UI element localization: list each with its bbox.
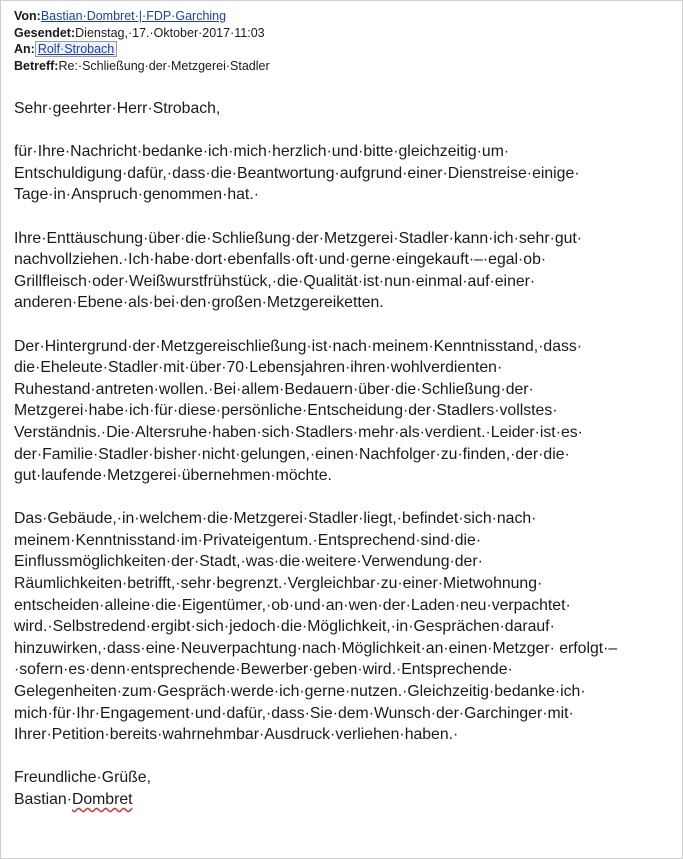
subject-label: Betreff: xyxy=(14,58,59,73)
letter-body xyxy=(14,98,654,811)
closing: Freundliche·Grüße, xyxy=(14,769,151,787)
email-header xyxy=(14,8,664,74)
header-subject-row xyxy=(14,58,664,75)
header-to-row xyxy=(14,41,664,58)
paragraph-building: Das·Gebäude,·in·welchem·die·Metzgerei·Stadler·liegt,·befindet·sich·nach· meinem·Kenntnisstand·im·Privateigentum.·Entsprechend·sind·die· Einflussmöglichkeiten·der·Stadt,·was·die·weitere·Verwendung·der· Räumlichkeiten·betrifft,·sehr·begrenzt.·Vergleichbar·zu·einer·Mietwohnung· entscheiden·alleine·die·Eigentümer,·ob·und·an·wen·der·Laden·neu·verpachtet· wird.·Selbstredend·ergibt·sich·jedoch·die·Möglichkeit,·in·Gesprächen·darauf· hinzuwirken,·dass·eine·Neuverpachtung·nach·Möglichkeit·an·einen·Metzger· erfolgt·–·sofern·es·denn·entsprechende·Bewerber·geben·wird.·Entsprechende· Gelegenheiten·zum·Gespräch·werde·ich·gerne·nutzen.·Gleichzeitig·bedanke·ich· mich·für·Ihr·Engagement·und·dafür,·dass·Sie·dem·Wunsch·der·Garchinger·mit· Ihrer·Petition·bereits·wahrnehmbar·Ausdruck·verliehen·haben.· xyxy=(14,510,618,744)
sent-date: Dienstag,·17.·Oktober·2017·11:03 xyxy=(75,25,265,40)
header-from-row xyxy=(14,8,664,25)
to-recipient-link[interactable]: Rolf·Strobach xyxy=(35,41,117,57)
paragraph-background: Der·Hintergrund·der·Metzgereischließung·ist·nach·meinem·Kenntnisstand,·dass· die·Eheleute·Stadler·mit·über·70·Lebensjahren·ihren·wohlverdienten· Ruhestand·antreten·wollen.·Bei·allem·Bedauern·über·die·Schließung·der· Metzgerei·habe·ich·für·diese·persönliche·Entscheidung·der·Stadlers·vollstes· Verständnis.·Die·Altersruhe·haben·sich·Stadlers·mehr·als·verdient.·Leider·ist·es· der·Familie·Stadler·bisher·nicht·gelungen,·einen·Nachfolger·zu·finden,·der·die· gut·laufende·Metzgerei·übernehmen·möchte. xyxy=(14,337,583,485)
subject-text: Re:·Schließung·der·Metzgerei·Stadler xyxy=(58,58,270,73)
from-sender-link[interactable]: Bastian·Dombret·|·FDP·Garching xyxy=(40,9,227,23)
signature-first-name: Bastian· xyxy=(14,791,72,808)
sent-label: Gesendet: xyxy=(14,25,76,40)
signature-last-name: Dombret xyxy=(71,791,133,808)
signature xyxy=(14,789,654,811)
header-sent-row xyxy=(14,25,664,42)
greeting: Sehr·geehrter·Herr·Strobach, xyxy=(14,100,221,117)
paragraph-apology: für·Ihre·Nachricht·bedanke·ich·mich·herzlich·und·bitte·gleichzeitig·um· Entschuldigung·dafür,·dass·die·Beantwortung·aufgrund·einer·Dienstreise·einige· Tage·in·Anspruch·genommen·hat.· xyxy=(14,143,580,204)
paragraph-disappointment: Ihre·Enttäuschung·über·die·Schließung·der·Metzgerei·Stadler·kann·ich·sehr·gut· nachvollziehen.·Ich·habe·dort·ebenfalls·oft·und·gerne·eingekauft·–·egal·ob· Grillfleisch·oder·Weißwurstfrühstück,·die·Qualität·ist·nun·einmal·auf·einer· anderen·Ebene·als·bei·den·großen·Metzgereiketten. xyxy=(14,229,583,312)
to-label: An: xyxy=(14,42,35,56)
from-label: Von: xyxy=(14,9,41,23)
